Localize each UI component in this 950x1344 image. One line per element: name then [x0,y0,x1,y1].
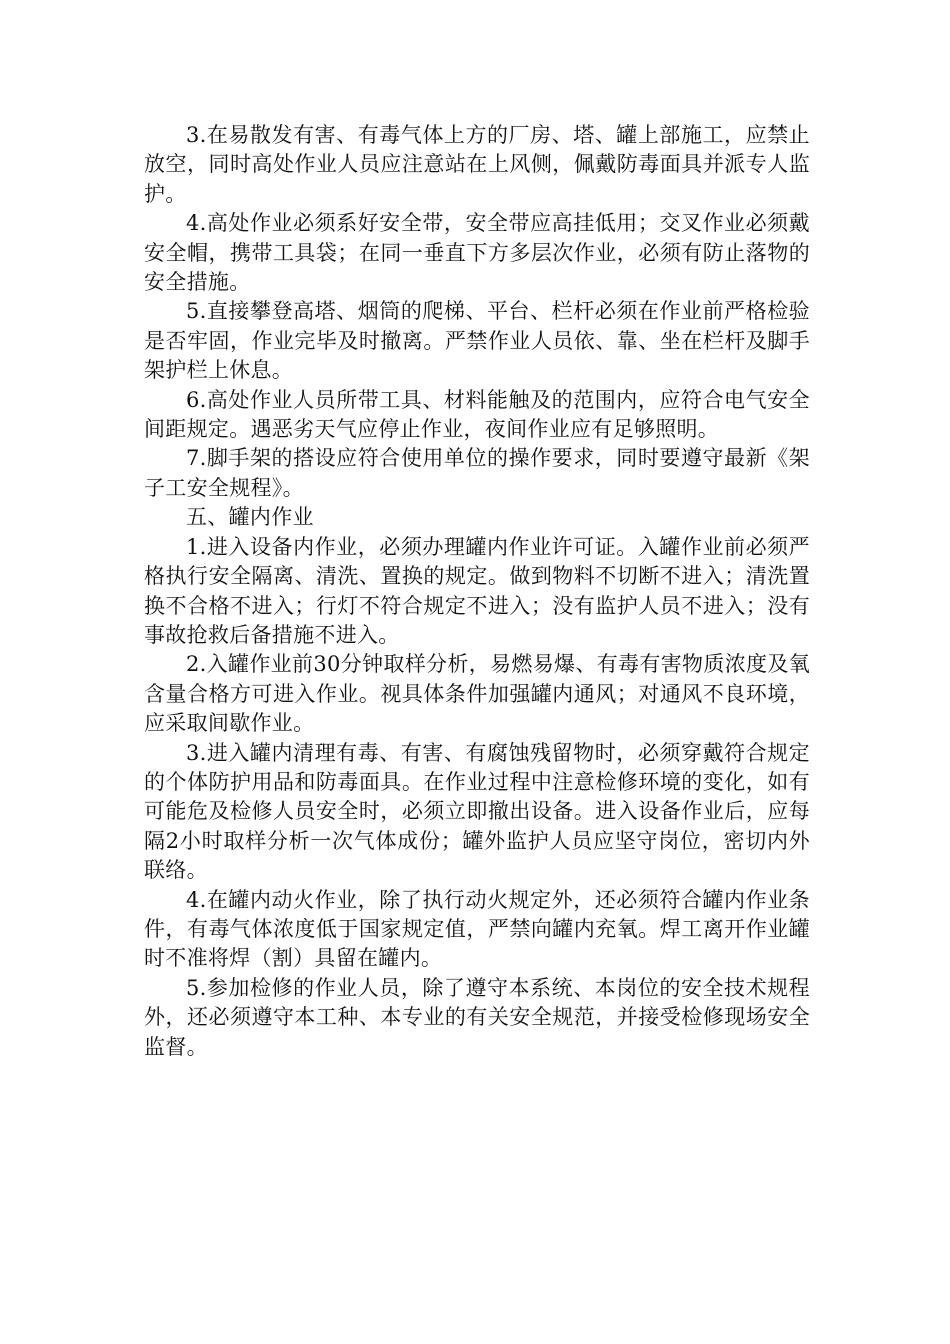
section-paragraph-2: 2.入罐作业前30分钟取样分析，易燃易爆、有毒有害物质浓度及氧含量合格方可进入作业。视具体条件加强罐内通风；对通风不良环境，应采取间歇作业。 [144,652,810,736]
section-paragraph-4: 4.在罐内动火作业，除了执行动火规定外，还必须符合罐内作业条件，有毒气体浓度低于国家规定值，严禁向罐内充氧。焊工离开作业罐时不准将焊（割）具留在罐内。 [144,887,810,971]
paragraph-item-7: 7.脚手架的搭设应符合使用单位的操作要求，同时要遵守最新《架子工安全规程》。 [144,446,810,500]
section-paragraph-1: 1.进入设备内作业，必须办理罐内作业许可证。入罐作业前必须严格执行安全隔离、清洗、置换的规定。做到物料不切断不进入；清洗置换不合格不进入；行灯不符合规定不进入；没有监护人员不进入；没有事故抢救后备措施不进入。 [144,534,810,647]
document-body [144,121,810,1062]
section-heading: 五、罐内作业 [186,505,314,530]
paragraph-item-6: 6.高处作业人员所带工具、材料能触及的范围内，应符合电气安全间距规定。遇恶劣天气应停止作业，夜间作业应有足够照明。 [144,387,810,442]
paragraph-item-3: 3.在易散发有害、有毒气体上方的厂房、塔、罐上部施工，应禁止放空，同时高处作业人员应注意站在上风侧，佩戴防毒面具并派专人监护。 [144,123,810,206]
paragraph-item-4: 4.高处作业必须系好安全带，安全带应高挂低用；交叉作业必须戴安全帽，携带工具袋；在同一垂直下方多层次作业，必须有防止落物的安全措施。 [144,211,810,295]
paragraph-item-5: 5.直接攀登高塔、烟筒的爬梯、平台、栏杆必须在作业前严格检验是否牢固，作业完毕及时撤离。严禁作业人员依、靠、坐在栏杆及脚手架护栏上休息。 [144,299,810,383]
section-paragraph-3: 3.进入罐内清理有毒、有害、有腐蚀残留物时，必须穿戴符合规定的个体防护用品和防毒面具。在作业过程中注意检修环境的变化，如有可能危及检修人员安全时，必须立即撤出设备。进入设备作业后，应每隔2小时取样分析一次气体成份；罐外监护人员应坚守岗位，密切内外联络。 [144,740,810,883]
section-paragraph-5: 5.参加检修的作业人员，除了遵守本系统、本岗位的安全技术规程外，还必须遵守本工种、本专业的有关安全规范，并接受检修现场安全监督。 [144,975,810,1059]
